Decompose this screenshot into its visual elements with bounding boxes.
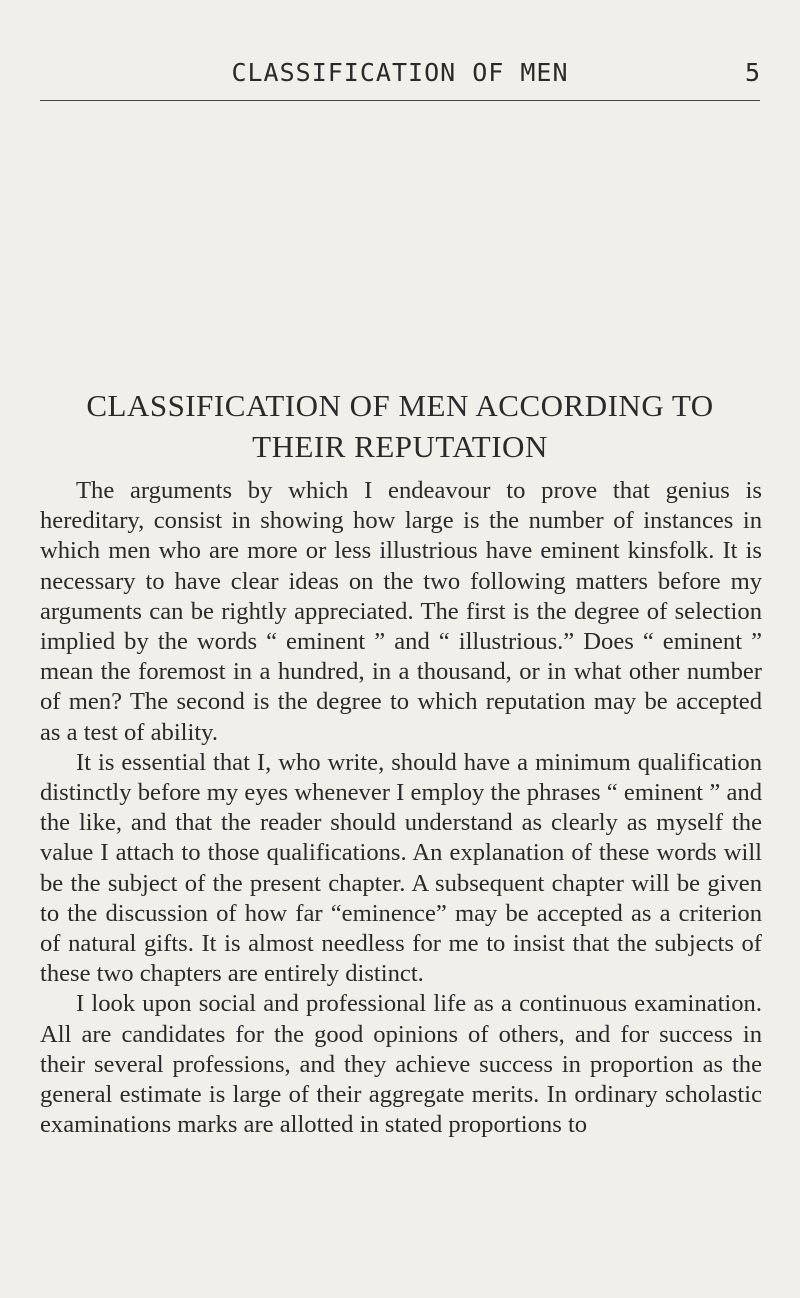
chapter-title-line-1: CLASSIFICATION OF MEN ACCORDING TO [86,388,714,423]
header-rule [40,100,760,101]
paragraph-1: The arguments by which I endeavour to prove that genius is hereditary, consist in showing how large is the number of instances in which men who are more or less illustrious have eminent kinsfolk. It is necessary to have clear ideas on the two following matters before my arguments can be rightly appreciated. The first is the degree of selection implied by the words “ eminent ” and “ illustrious.” Does “ eminent ” mean the foremost in a hundred, in a thousand, or in what other number of men? The second is the degree to which reputation may be accepted as a test of ability. [40,477,762,746]
running-title: CLASSIFICATION OF MEN [231,58,569,87]
page-number: 5 [744,58,760,87]
chapter-title-line-2: THEIR REPUTATION [252,429,548,464]
running-head [40,58,760,98]
paragraph-2: It is essential that I, who write, should have a minimum qualification distinctly before my eyes whenever I employ the phrases “ eminent ” and the like, and that the reader should understand as clearly as myself the value I attach to those qualifications. An explanation of these words will be the subject of the present chapter. A subsequent chapter will be given to the discussion of how far “eminence” may be accepted as a criterion of natural gifts. It is almost needless for me to insist that the subjects of these two chapters are entirely distinct. [40,748,762,988]
paragraph-3: I look upon social and professional life as a continuous examination. All are candidates for the good opinions of others, and for success in their several professions, and they achieve success in proportion as the general estimate is large of their aggregate merits. In ordinary scholastic examinations marks are allotted in stated proportions to [40,990,762,1139]
body-text [40,476,762,1140]
chapter-title [35,385,765,467]
